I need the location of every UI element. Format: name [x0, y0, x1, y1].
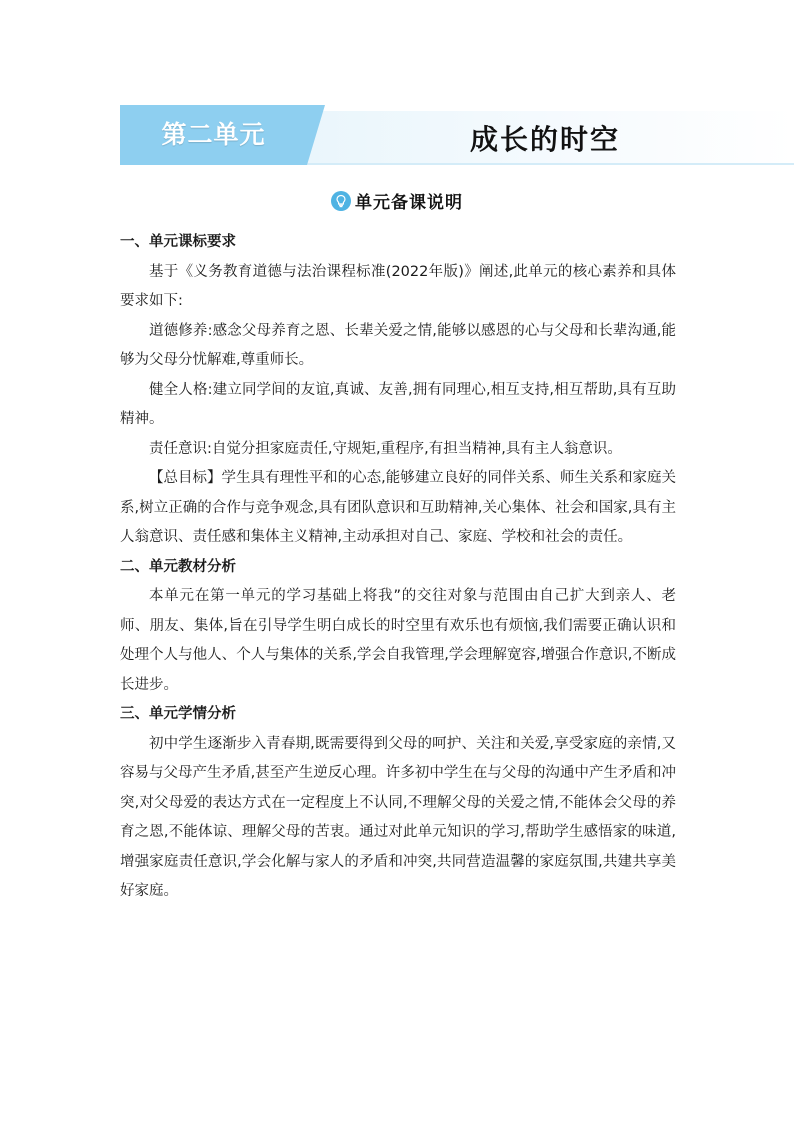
paragraph: 【总目标】学生具有理性平和的心态,能够建立良好的同伴关系、师生关系和家庭关系,树立正确的合作与竞争观念,具有团队意识和互助精神,关心集体、社会和国家,具有主人翁意识、责任感和集体主义精神,主动承担对自己、家庭、学校和社会的责任。 [120, 470, 676, 545]
paragraph: 初中学生逐渐步入青春期,既需要得到父母的呵护、关注和关爱,享受家庭的亲情,又容易与父母产生矛盾,甚至产生逆反心理。许多初中学生在与父母的沟通中产生矛盾和冲突,对父母爱的表达方式在一定程度上不认同,不理解父母的关爱之情,不能体会父母的养育之恩,不能体谅、理解父母的苦衷。通过对此单元知识的学习,帮助学生感悟家的味道,增强家庭责任意识,学会化解与家人的矛盾和冲突,共同营造温馨的家庭氛围,共建共享美好家庭。 [120, 735, 676, 899]
unit-title: 成长的时空 [470, 123, 621, 156]
banner-underline [307, 163, 794, 165]
paragraph: 基于《义务教育道德与法治课程标准(2022年版)》阐述,此单元的核心素养和具体要求如下: [120, 263, 676, 309]
heading-materials: 二、单元教材分析 [120, 558, 236, 575]
paragraph: 道德修养:感念父母养育之恩、长辈关爱之情,能够以感恩的心与父母和长辈沟通,能够为父母分忧解难,尊重师长。 [120, 322, 676, 368]
unit-label: 第二单元 [161, 120, 266, 149]
banner-notch [307, 105, 325, 165]
section-header [0, 188, 794, 214]
document-body [120, 228, 676, 907]
paragraph: 健全人格:建立同学间的友谊,真诚、友善,拥有同理心,相互支持,相互帮助,具有互助精神。 [120, 381, 676, 427]
paragraph: 责任意识:自觉分担家庭责任,守规矩,重程序,有担当精神,具有主人翁意识。 [149, 440, 622, 457]
lightbulb-icon [331, 191, 351, 211]
unit-banner [120, 105, 794, 167]
heading-students: 三、单元学情分析 [120, 706, 236, 722]
heading-standards: 一、单元课标要求 [120, 234, 236, 250]
paragraph: 本单元在第一单元的学习基础上将我”的交往对象与范围由自己扩大到亲人、老师、朋友、集体,旨在引导学生明白成长的时空里有欢乐也有烦恼,我们需要正确认识和处理个人与他人、个人与集体的关系,学会自我管理,学会理解宽容,增强合作意识,不断成长进步。 [120, 588, 676, 693]
section-title: 单元备课说明 [355, 193, 463, 213]
